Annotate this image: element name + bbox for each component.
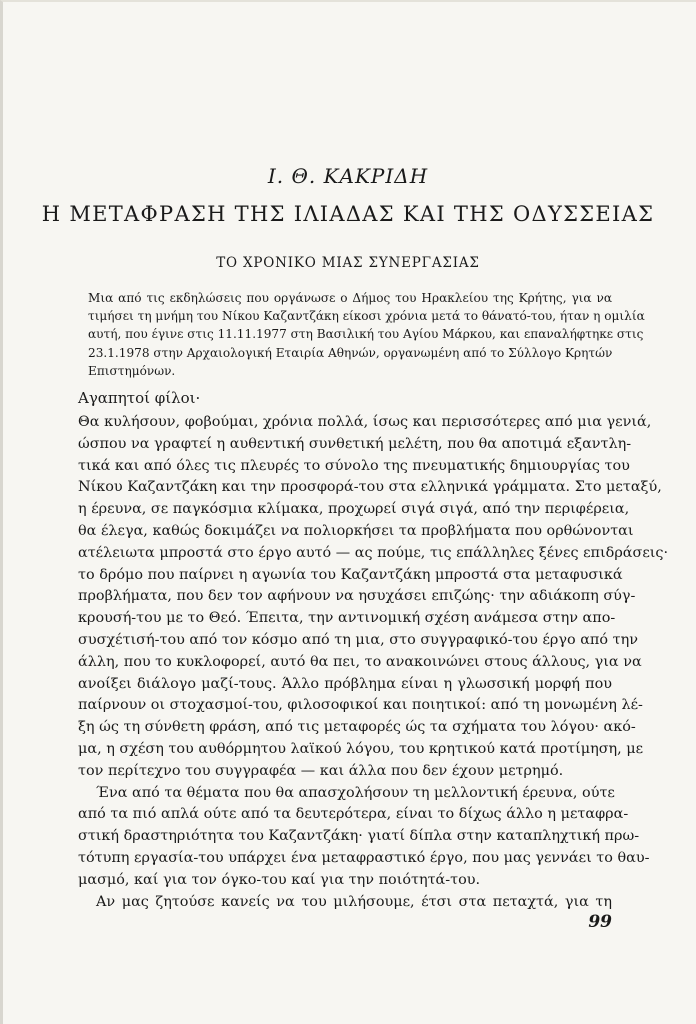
intro-line: 23.1.1978 στην Αρχαιολογική Εταιρία Αθηνών, οργανωμένη από το Σύλλογο Κρητών — [88, 345, 613, 360]
body-line: μα, η σχέση του αυθόρμητου λαϊκού λόγου, του κρητικού κατά προτίμηση, με — [78, 740, 644, 757]
body-line: τον περίτεχνο του συγγραφέα — και άλλα που δεν έχουν μετρημό. — [78, 762, 564, 779]
intro-line: τιμήσει τη μνήμη του Νίκου Καζαντζάκη είκοσι χρόνια μετά το θάνατό-του, ήταν η ομιλία — [88, 309, 645, 324]
article-title: Η ΜΕΤΑΦΡΑΣΗ ΤΗΣ ΙΛΙΑΔΑΣ ΚΑΙ ΤΗΣ ΟΔΥΣΣΕΙΑΣ — [41, 202, 655, 226]
body-line: τότυπη εργασία-του υπάρχει ένα μεταφραστικό έργο, που μας γεννάει το θαυ- — [78, 849, 650, 866]
body-line: κρουσή-του με το Θεό. Έπειτα, την αντινομική σχέση ανάμεσα στην απο- — [78, 610, 616, 627]
body-line: από τα πιό απλά ούτε από τα δευτερότερα, είναι το δίχως άλλο η μεταφρα- — [78, 806, 629, 823]
body-line: στική δραστηριότητα του Καζαντζάκη· γιατί δίπλα στην καταπληχτική πρω- — [78, 828, 640, 845]
body-line: μασμό, καί για τον όγκο-του καί για την ποιότητά-του. — [78, 871, 481, 888]
body-line: άλλη, που το κυκλοφορεί, αυτό θα πει, το ανακοινώνει στους άλλους, για να — [78, 653, 642, 670]
body-line: θα έλεγα, καθώς δοκιμάζει να πολιορκήσει τα προβλήματα που ορθώνονται — [78, 522, 634, 539]
body-line: Αν μας ζητούσε κανείς να του μιλήσουμε, έτσι στα πεταχτά, για τη — [96, 893, 612, 910]
intro-line: Επιστημόνων. — [88, 363, 176, 378]
page-number: 99 — [588, 912, 612, 932]
article-subtitle: ΤΟ ΧΡΟΝΙΚΟ ΜΙΑΣ ΣΥΝΕΡΓΑΣΙΑΣ — [216, 255, 480, 271]
intro-line: Μια από τις εκδηλώσεις που οργάνωσε ο Δήμος του Ηρακλείου της Κρήτης, για να — [88, 291, 612, 305]
body-text — [78, 412, 669, 913]
body-line: παίρνουν οι στοχασμοί-του, φιλοσοφικοί και ποιητικοί: από τη μονωμένη λέ- — [78, 697, 643, 714]
body-line: Ένα από τα θέματα που θα απασχολήσουν τη μελλοντική έρευνα, ούτε — [96, 784, 615, 801]
body-line: ώσπου να γραφτεί η αυθεντική συνθετική μελέτη, που θα αποτιμά εξαντλη- — [78, 435, 632, 452]
body-line: Νίκου Καζαντζάκη και την προσφορά-του στα ελληνικά γράμματα. Στο μεταξύ, — [78, 479, 662, 496]
body-line: ατέλειωτα μπροστά στο έργο αυτό — ας πούμε, τις επάλληλες ξένες επιδράσεις· — [78, 544, 669, 561]
intro-line: αυτή, που έγινε στις 11.11.1977 στη Βασιλική του Αγίου Μάρκου, και επαναλήφτηκε στις — [88, 327, 644, 342]
author-name: Ι. Θ. ΚΑΚΡΙΔΗ — [267, 164, 429, 188]
body-line: Θα κυλήσουν, φοβούμαι, χρόνια πολλά, ίσως και περισσότερες από μια γενιά, — [78, 414, 652, 430]
body-line: προβλήματα, που δεν τον αφήνουν να ησυχάσει επιζώης· την αδιάκοπη σύγ- — [78, 588, 636, 605]
intro-note — [88, 289, 645, 380]
body-line: το δρόμο που παίρνει η αγωνία του Καζαντζάκη μπροστά στα μεταφυσικά — [78, 566, 623, 583]
salutation: Αγαπητοί φίλοι· — [78, 389, 201, 407]
body-line: ανοίξει διάλογο μαζί-τους. Άλλο πρόβλημα είναι η γλωσσική μορφή που — [78, 675, 612, 692]
body-line: η έρευνα, σε παγκόσμια κλίμακα, προχωρεί σιγά σιγά, από την περιφέρεια, — [78, 501, 630, 518]
body-line: τικά και από όλες τις πλευρές το σύνολο της πνευματικής δημιουργίας του — [78, 457, 630, 474]
body-line: συσχέτισή-του από τον κόσμο από τη μια, στο συγγραφικό-του έργο από την — [78, 631, 638, 648]
body-line: ξη ώς τη σύνθετη φράση, από τις μεταφορές ώς τα σχήματα του λόγου· ακό- — [78, 719, 636, 736]
